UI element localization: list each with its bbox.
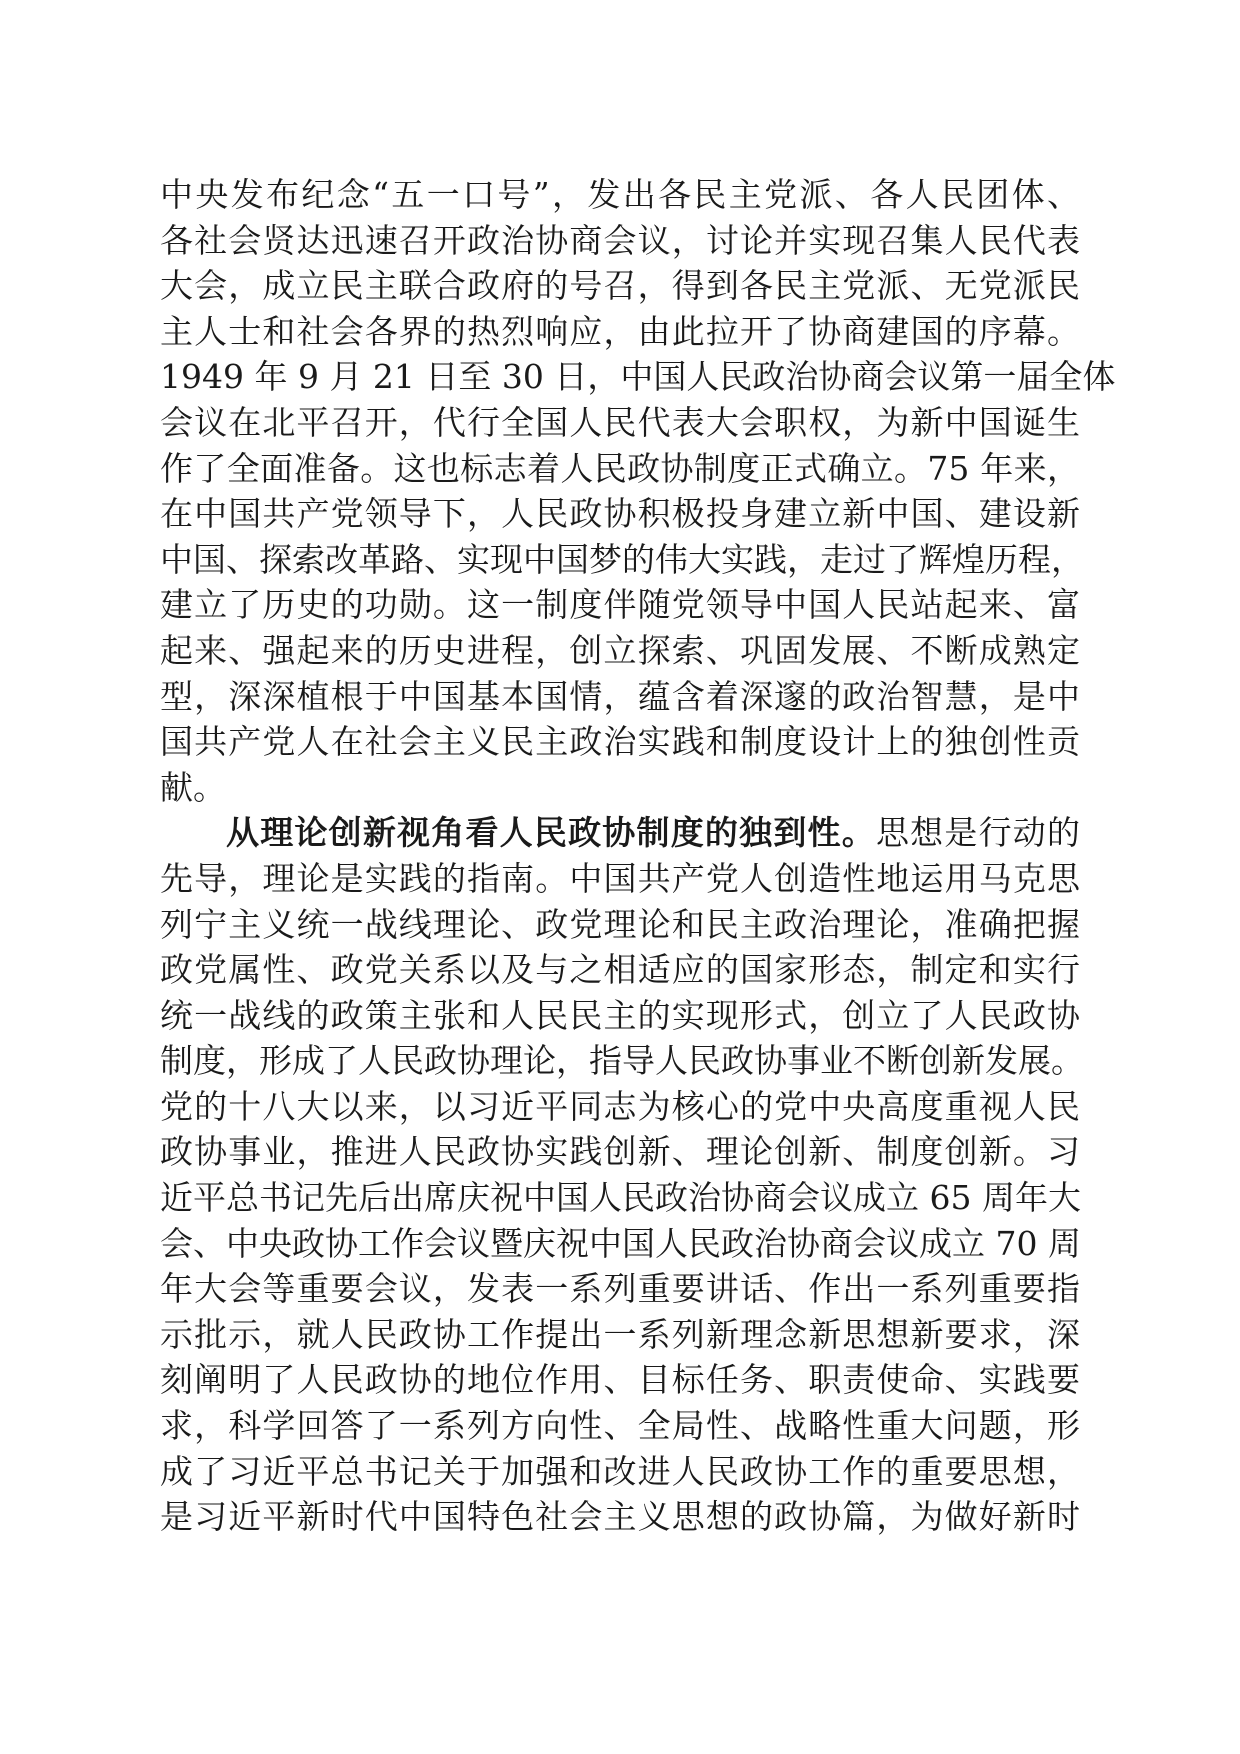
- text-line: 在中国共产党领导下，人民政协积极投身建立新中国、建设新: [160, 494, 1080, 534]
- text-line: 示批示，就人民政协工作提出一系列新理念新思想新要求，深: [160, 1314, 1080, 1354]
- text-line: 中央发布纪念“五一口号”，发出各民主党派、各人民团体、: [160, 175, 1080, 214]
- heading-continuation: 思想是行动的: [875, 813, 1081, 853]
- text-line: 各社会贤达迅速召开政治协商会议，讨论并实现召集人民代表: [160, 220, 1080, 260]
- text-line: 求，科学回答了一系列方向性、全局性、战略性重大问题，形: [160, 1406, 1080, 1446]
- text-line: 年大会等重要会议，发表一系列重要讲话、作出一系列重要指: [160, 1269, 1080, 1309]
- text-line: 作了全面准备。这也标志着人民政协制度正式确立。75 年来，: [160, 448, 1080, 488]
- text-line: 制度，形成了人民政协理论，指导人民政协事业不断创新发展。: [160, 1041, 1084, 1081]
- text-line: 1949 年 9 月 21 日至 30 日，中国人民政治协商会议第一届全体: [160, 357, 1116, 397]
- body-text: [160, 172, 1116, 1540]
- paragraph-history: [160, 172, 1116, 810]
- text-line: 列宁主义统一战线理论、政党理论和民主政治理论，准确把握: [160, 904, 1080, 944]
- text-line: 会议在北平召开，代行全国人民代表大会职权，为新中国诞生: [160, 402, 1080, 442]
- text-line: 先导，理论是实践的指南。中国共产党人创造性地运用马克思: [160, 858, 1080, 898]
- text-line: 建立了历史的功勋。这一制度伴随党领导中国人民站起来、富: [160, 585, 1080, 625]
- paragraph-first-line: [160, 810, 1080, 856]
- text-line: 型，深深植根于中国基本国情，蕴含着深邃的政治智慧，是中: [160, 676, 1080, 716]
- text-line: 大会，成立民主联合政府的号召，得到各民主党派、无党派民: [160, 266, 1080, 306]
- paragraph-theory: [160, 810, 1084, 1540]
- text-line: 起来、强起来的历史进程，创立探索、巩固发展、不断成熟定: [160, 630, 1080, 670]
- text-line: 政党属性、政党关系以及与之相适应的国家形态，制定和实行: [160, 950, 1080, 990]
- text-line: 近平总书记先后出席庆祝中国人民政治协商会议成立 65 周年大: [160, 1178, 1081, 1218]
- text-line: 统一战线的政策主张和人民民主的实现形式，创立了人民政协: [160, 995, 1080, 1035]
- text-line: 党的十八大以来，以习近平同志为核心的党中央高度重视人民: [160, 1086, 1080, 1126]
- text-line: 会、中央政协工作会议暨庆祝中国人民政治协商会议成立 70 周: [160, 1223, 1081, 1263]
- section-heading: 从理论创新视角看人民政协制度的独到性。: [226, 813, 876, 853]
- text-line: 献。: [160, 767, 226, 807]
- text-line: 是习近平新时代中国特色社会主义思想的政协篇，为做好新时: [160, 1497, 1080, 1537]
- text-line: 中国、探索改革路、实现中国梦的伟大实践，走过了辉煌历程，: [160, 539, 1084, 579]
- text-line: 政协事业，推进人民政协实践创新、理论创新、制度创新。习: [160, 1132, 1080, 1172]
- text-line: 国共产党人在社会主义民主政治实践和制度设计上的独创性贡: [160, 722, 1080, 762]
- text-line: 主人士和社会各界的热烈响应，由此拉开了协商建国的序幕。: [160, 311, 1080, 351]
- text-line: 刻阐明了人民政协的地位作用、目标任务、职责使命、实践要: [160, 1360, 1080, 1400]
- text-line: 成了习近平总书记关于加强和改进人民政协工作的重要思想，: [160, 1451, 1080, 1491]
